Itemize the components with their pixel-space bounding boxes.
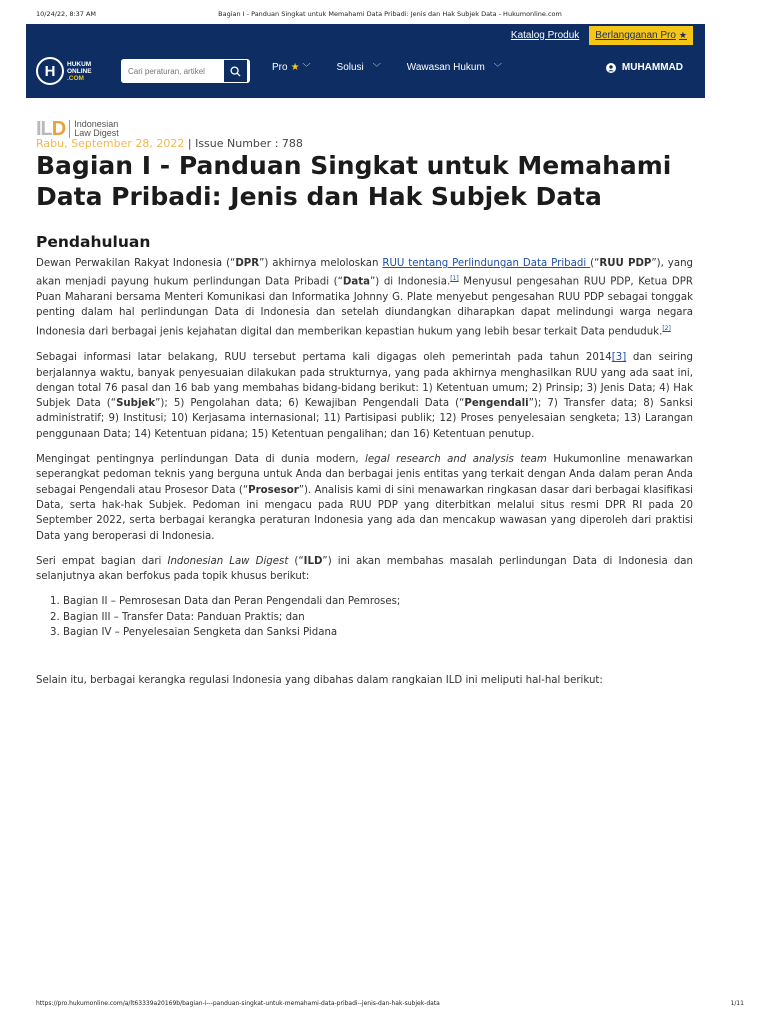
article-meta bbox=[36, 137, 303, 150]
menu-item-solusi[interactable] bbox=[337, 62, 381, 73]
ruu-pdp-link[interactable]: RUU tentang Perlindungan Data Pribadi bbox=[382, 258, 591, 269]
chevron-down-icon: ﹀ bbox=[302, 63, 311, 72]
paragraph-1: Dewan Perwakilan Rakyat Indonesia (“DPR”) akhirnya meloloskan RUU tentang Perlindungan Data Pribadi (“RUU PDP”), yang akan menjadi payung hukum perlindungan Data Pribadi (“Data”) di Indonesia.[1] Menyusul pengesahan RUU PDP, Ketua DPR Puan Maharani bersama Menteri Komunikasi dan Informatika Johnny G. Plate menyebut pengesahan RUU PDP sebagai tonggak penting dalam hal perlindungan Data di Indonesia dan setelah diundangkan diharapkan dapat melindungi warga negara Indonesia dari berbagai jenis kejahatan digital dan memberikan kepastian hukum yang lebih besar terkait Data penduduk.[2] bbox=[36, 258, 693, 337]
logo-wordmark bbox=[67, 61, 92, 82]
search-input[interactable] bbox=[121, 59, 223, 83]
page-number: 1/11 bbox=[730, 1000, 744, 1007]
chevron-down-icon: ﹀ bbox=[493, 63, 502, 72]
user-name: MUHAMMAD bbox=[621, 62, 683, 73]
ild-mark bbox=[36, 120, 65, 138]
search-button[interactable] bbox=[223, 59, 248, 83]
section-heading: Pendahuluan bbox=[36, 233, 151, 251]
chevron-down-icon: ﹀ bbox=[372, 63, 381, 72]
logo-line-1: HUKUM bbox=[67, 60, 92, 68]
menu-item-label: Pro bbox=[272, 62, 288, 73]
paragraph-4: Seri empat bagian dari Indonesian Law Digest (“ILD”) ini akan membahas masalah perlindungan Data di Indonesia dan selanjutnya akan berfokus pada topik khusus berikut: bbox=[36, 555, 693, 583]
subscribe-pro-label: Berlangganan Pro bbox=[595, 29, 676, 41]
catalog-link[interactable]: Katalog Produk bbox=[510, 29, 580, 41]
main-menu bbox=[272, 62, 502, 73]
paragraph-2: Sebagai informasi latar belakang, RUU tersebut pertama kali digagas oleh pemerintah pada tahun 2014[3] dan seiring berjalannya waktu, banyak penyesuaian dilakukan pada strukturnya, yang pada akhirnya menghasilkan RUU yang ada saat ini, dengan total 76 pasal dan 16 bab yang membahas bidang-bidang berikut: 1) Ketentuan umum; 2) Prinsip; 3) Jenis Data; 4) Hak Subjek Data (“Subjek”); 5) Pengolahan data; 6) Kewajiban Pengendali Data (“Pengendali”); 7) Transfer data; 8) Sanksi administratif; 9) Institusi; 10) Kerjasama internasional; 11) Partisipasi publik; 12) Proses penyelesaian sengketa; 13) Larangan penggunaan Data; 14) Ketentuan pidana; 15) Ketentuan pengalihan; dan 16) Ketentuan penutup. bbox=[36, 352, 693, 440]
logo-line-3: .COM bbox=[67, 74, 84, 82]
menu-item-pro[interactable] bbox=[272, 62, 311, 73]
ild-line-1: Indonesian bbox=[74, 119, 119, 129]
ild-logo bbox=[36, 120, 119, 138]
footnote-link-1[interactable]: [1] bbox=[450, 275, 459, 283]
footnote-link-2[interactable]: [2] bbox=[662, 324, 671, 332]
footnote-link-3[interactable]: [3] bbox=[611, 352, 627, 364]
star-icon: ★ bbox=[678, 29, 687, 40]
article-body bbox=[36, 256, 693, 699]
ild-mark-text: ILD bbox=[36, 118, 66, 140]
search-icon bbox=[230, 66, 241, 77]
logo-line-2: ONLINE bbox=[67, 67, 92, 75]
nav-top-links bbox=[507, 24, 693, 46]
star-icon: ★ bbox=[290, 62, 300, 73]
ild-mark-letter-d: D bbox=[51, 118, 66, 140]
hukumonline-logo[interactable] bbox=[36, 57, 92, 85]
menu-item-label: Solusi bbox=[336, 62, 364, 73]
paragraph-5: Selain itu, berbagai kerangka regulasi Indonesia yang dibahas dalam rangkaian ILD ini meliputi hal-hal berikut: bbox=[36, 675, 603, 687]
subscribe-pro-button[interactable] bbox=[589, 26, 693, 45]
list-item: 3. Bagian IV – Penyelesaian Sengketa dan Sanksi Pidana bbox=[63, 625, 693, 640]
ild-wordmark bbox=[69, 120, 119, 138]
print-footer bbox=[36, 1000, 744, 1010]
search-box bbox=[121, 59, 250, 83]
list-item: 2. Bagian III – Transfer Data: Panduan Praktis; dan bbox=[63, 610, 693, 625]
article-date: Rabu, September 28, 2022 bbox=[36, 137, 185, 150]
issue-number: Issue Number : 788 bbox=[195, 137, 303, 150]
menu-item-label: Wawasan Hukum bbox=[406, 62, 485, 73]
meta-separator: | bbox=[184, 137, 196, 150]
navbar bbox=[26, 24, 705, 98]
topic-list bbox=[36, 594, 693, 640]
user-icon bbox=[606, 63, 616, 73]
user-menu[interactable] bbox=[606, 62, 683, 73]
print-header bbox=[36, 10, 744, 22]
list-item: 1. Bagian II – Pemrosesan Data dan Peran Pengendali dan Pemroses; bbox=[63, 594, 693, 609]
ild-line-2: Law Digest bbox=[74, 128, 119, 138]
logo-mark: H bbox=[36, 57, 64, 85]
print-title: Bagian I - Panduan Singkat untuk Memahami Data Pribadi: Jenis dan Hak Subjek Data - Hukumonline.com bbox=[218, 10, 562, 18]
print-timestamp: 10/24/22, 8:37 AM bbox=[36, 10, 97, 18]
menu-item-wawasan-hukum[interactable] bbox=[407, 62, 502, 73]
paragraph-3: Mengingat pentingnya perlindungan Data di dunia modern, legal research and analysis team Hukumonline menawarkan seperangkat pedoman teknis yang berguna untuk Anda dan berbagai jenis entitas yang terkait dengan Anda dalam peran Anda sebagai Pengendali atau Prosesor Data (“Prosesor”). Analisis kami di sini menawarkan ringkasan dasar dari berbagai klasifikasi Data, serta hak-hak Subjek. Pedoman ini mengacu pada RUU PDP yang diterbitkan melalui situs resmi DPR RI pada 20 September 2022, serta berbagai kerangka peraturan Indonesia yang ada dan mencakup wawasan yang diperoleh dari praktisi Data yang beroperasi di Indonesia. bbox=[36, 454, 693, 542]
print-url: https://pro.hukumonline.com/a/lt63339a20169b/bagian-i---panduan-singkat-untuk-memahami-data-pribadi--jenis-dan-hak-subjek-data bbox=[36, 1000, 440, 1007]
article-title: Bagian I - Panduan Singkat untuk Memahami Data Pribadi: Jenis dan Hak Subjek Data bbox=[36, 151, 672, 211]
